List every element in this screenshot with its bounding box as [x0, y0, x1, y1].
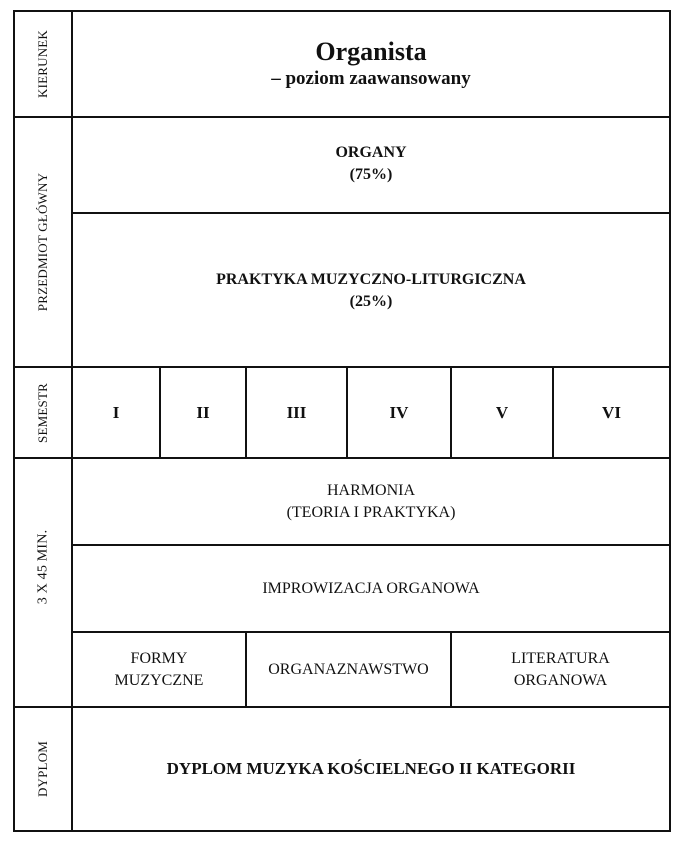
kierunek-subtitle: – poziom zaawansowany — [271, 68, 471, 89]
dyplom-text: DYPLOM MUZYKA KOŚCIELNEGO II KATEGORII — [166, 759, 576, 778]
label-semestr-text: SEMESTR — [35, 382, 51, 443]
przedmiot-name: ORGANY — [335, 144, 407, 161]
semestr-cell — [247, 368, 346, 457]
improwizacja-label: IMPROWIZACJA ORGANOWA — [262, 579, 480, 597]
przedmiot-name: PRAKTYKA MUZYCZNO-LITURGICZNA — [216, 271, 526, 288]
semestr-label: III — [286, 402, 307, 422]
subject-line2: MUZYCZNE — [114, 671, 204, 689]
formy-muzyczne-cell — [73, 633, 245, 706]
semestr-cell — [554, 368, 669, 457]
semestr-cell — [73, 368, 159, 457]
semestr-label: I — [112, 402, 120, 422]
kierunek-cell — [73, 12, 669, 116]
label-dyplom-text: DYPLOM — [35, 740, 51, 798]
kierunek-title: Organista — [315, 37, 427, 66]
harmonia-line1: HARMONIA — [327, 481, 415, 499]
label-kierunek — [15, 12, 71, 116]
przedmiot-praktyka — [73, 214, 669, 366]
harmonia-line2: (TEORIA I PRAKTYKA) — [286, 503, 456, 521]
label-przedmiot-glowny — [15, 118, 71, 366]
subject-line2: ORGANOWA — [513, 671, 608, 689]
label-czas-text: 3 X 45 MIN. — [35, 529, 50, 605]
semestr-cell — [348, 368, 450, 457]
przedmiot-share: (25%) — [349, 293, 393, 310]
semestr-label: VI — [602, 402, 621, 422]
dyplom-cell — [73, 708, 669, 830]
semestr-label: V — [495, 402, 509, 422]
harmonia-cell — [73, 459, 669, 544]
label-czas — [15, 459, 71, 706]
label-kierunek-text: KIERUNEK — [35, 29, 51, 99]
semestr-label: IV — [389, 402, 409, 422]
subject-line1: FORMY — [130, 649, 188, 667]
label-dyplom — [15, 708, 71, 830]
subject-line1: LITERATURA — [511, 649, 610, 667]
border-right — [669, 10, 671, 832]
label-semestr — [15, 368, 71, 457]
semestr-label: II — [196, 402, 210, 422]
przedmiot-organy — [73, 118, 669, 212]
subject-line1: ORGANAZNAWSTWO — [268, 660, 429, 678]
przedmiot-share: (75%) — [349, 166, 393, 183]
improwizacja-cell — [73, 546, 669, 631]
semestr-cell — [452, 368, 552, 457]
label-przedmiot-glowny-text: PRZEDMIOT GŁÓWNY — [35, 172, 50, 312]
organaznawstwo-cell — [247, 633, 450, 706]
semestr-cell — [161, 368, 245, 457]
literatura-organowa-cell — [452, 633, 669, 706]
border-bottom — [13, 830, 671, 832]
